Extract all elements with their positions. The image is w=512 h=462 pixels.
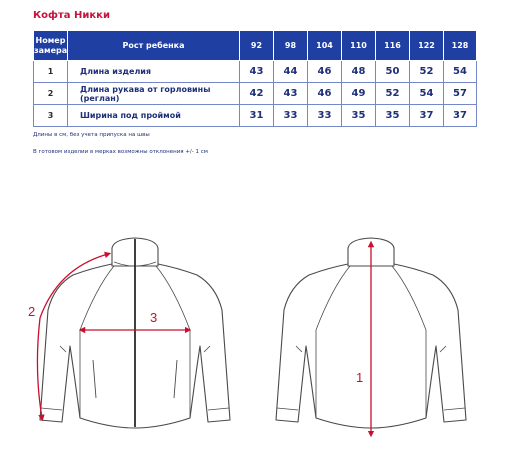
row-label: Длина изделия	[68, 61, 240, 83]
table-cell: 35	[376, 105, 410, 127]
table-cell: 52	[410, 61, 444, 83]
row-label: Длина рукава от горловины (реглан)	[68, 83, 240, 105]
chest-width-label: 3	[150, 310, 158, 325]
table-cell: 43	[274, 83, 308, 105]
sleeve-length-arrow	[37, 254, 108, 418]
tolerance-note: В готовом изделии в мерках возможны отклонения +/- 1 см	[33, 149, 208, 155]
header-size-122: 122	[410, 31, 444, 61]
table-cell: 33	[308, 105, 342, 127]
units-note: Длины в см, без учета припуска на швы	[33, 132, 150, 138]
table-cell: 46	[308, 83, 342, 105]
row-number: 3	[34, 105, 68, 127]
table-cell: 57	[444, 83, 477, 105]
header-size-92: 92	[240, 31, 274, 61]
table-cell: 31	[240, 105, 274, 127]
header-size-110: 110	[342, 31, 376, 61]
sleeve-length-label: 2	[28, 304, 36, 319]
table-cell: 46	[308, 61, 342, 83]
table-cell: 54	[410, 83, 444, 105]
table-cell: 42	[240, 83, 274, 105]
table-cell: 37	[444, 105, 477, 127]
header-size-128: 128	[444, 31, 477, 61]
row-number: 2	[34, 83, 68, 105]
table-cell: 33	[274, 105, 308, 127]
header-size-104: 104	[308, 31, 342, 61]
table-cell: 49	[342, 83, 376, 105]
table-cell: 54	[444, 61, 477, 83]
table-cell: 35	[342, 105, 376, 127]
row-label: Ширина под проймой	[68, 105, 240, 127]
table-cell: 48	[342, 61, 376, 83]
jacket-front	[40, 238, 230, 428]
header-child-height: Рост ребенка	[68, 31, 240, 61]
garment-length-label: 1	[356, 370, 364, 385]
table-cell: 50	[376, 61, 410, 83]
row-number: 1	[34, 61, 68, 83]
table-cell: 44	[274, 61, 308, 83]
table-cell: 43	[240, 61, 274, 83]
header-size-116: 116	[376, 31, 410, 61]
header-size-98: 98	[274, 31, 308, 61]
product-title: Кофта Никки	[33, 10, 110, 21]
header-measure-number: Номер замера	[34, 31, 68, 61]
table-cell: 52	[376, 83, 410, 105]
table-cell: 37	[410, 105, 444, 127]
